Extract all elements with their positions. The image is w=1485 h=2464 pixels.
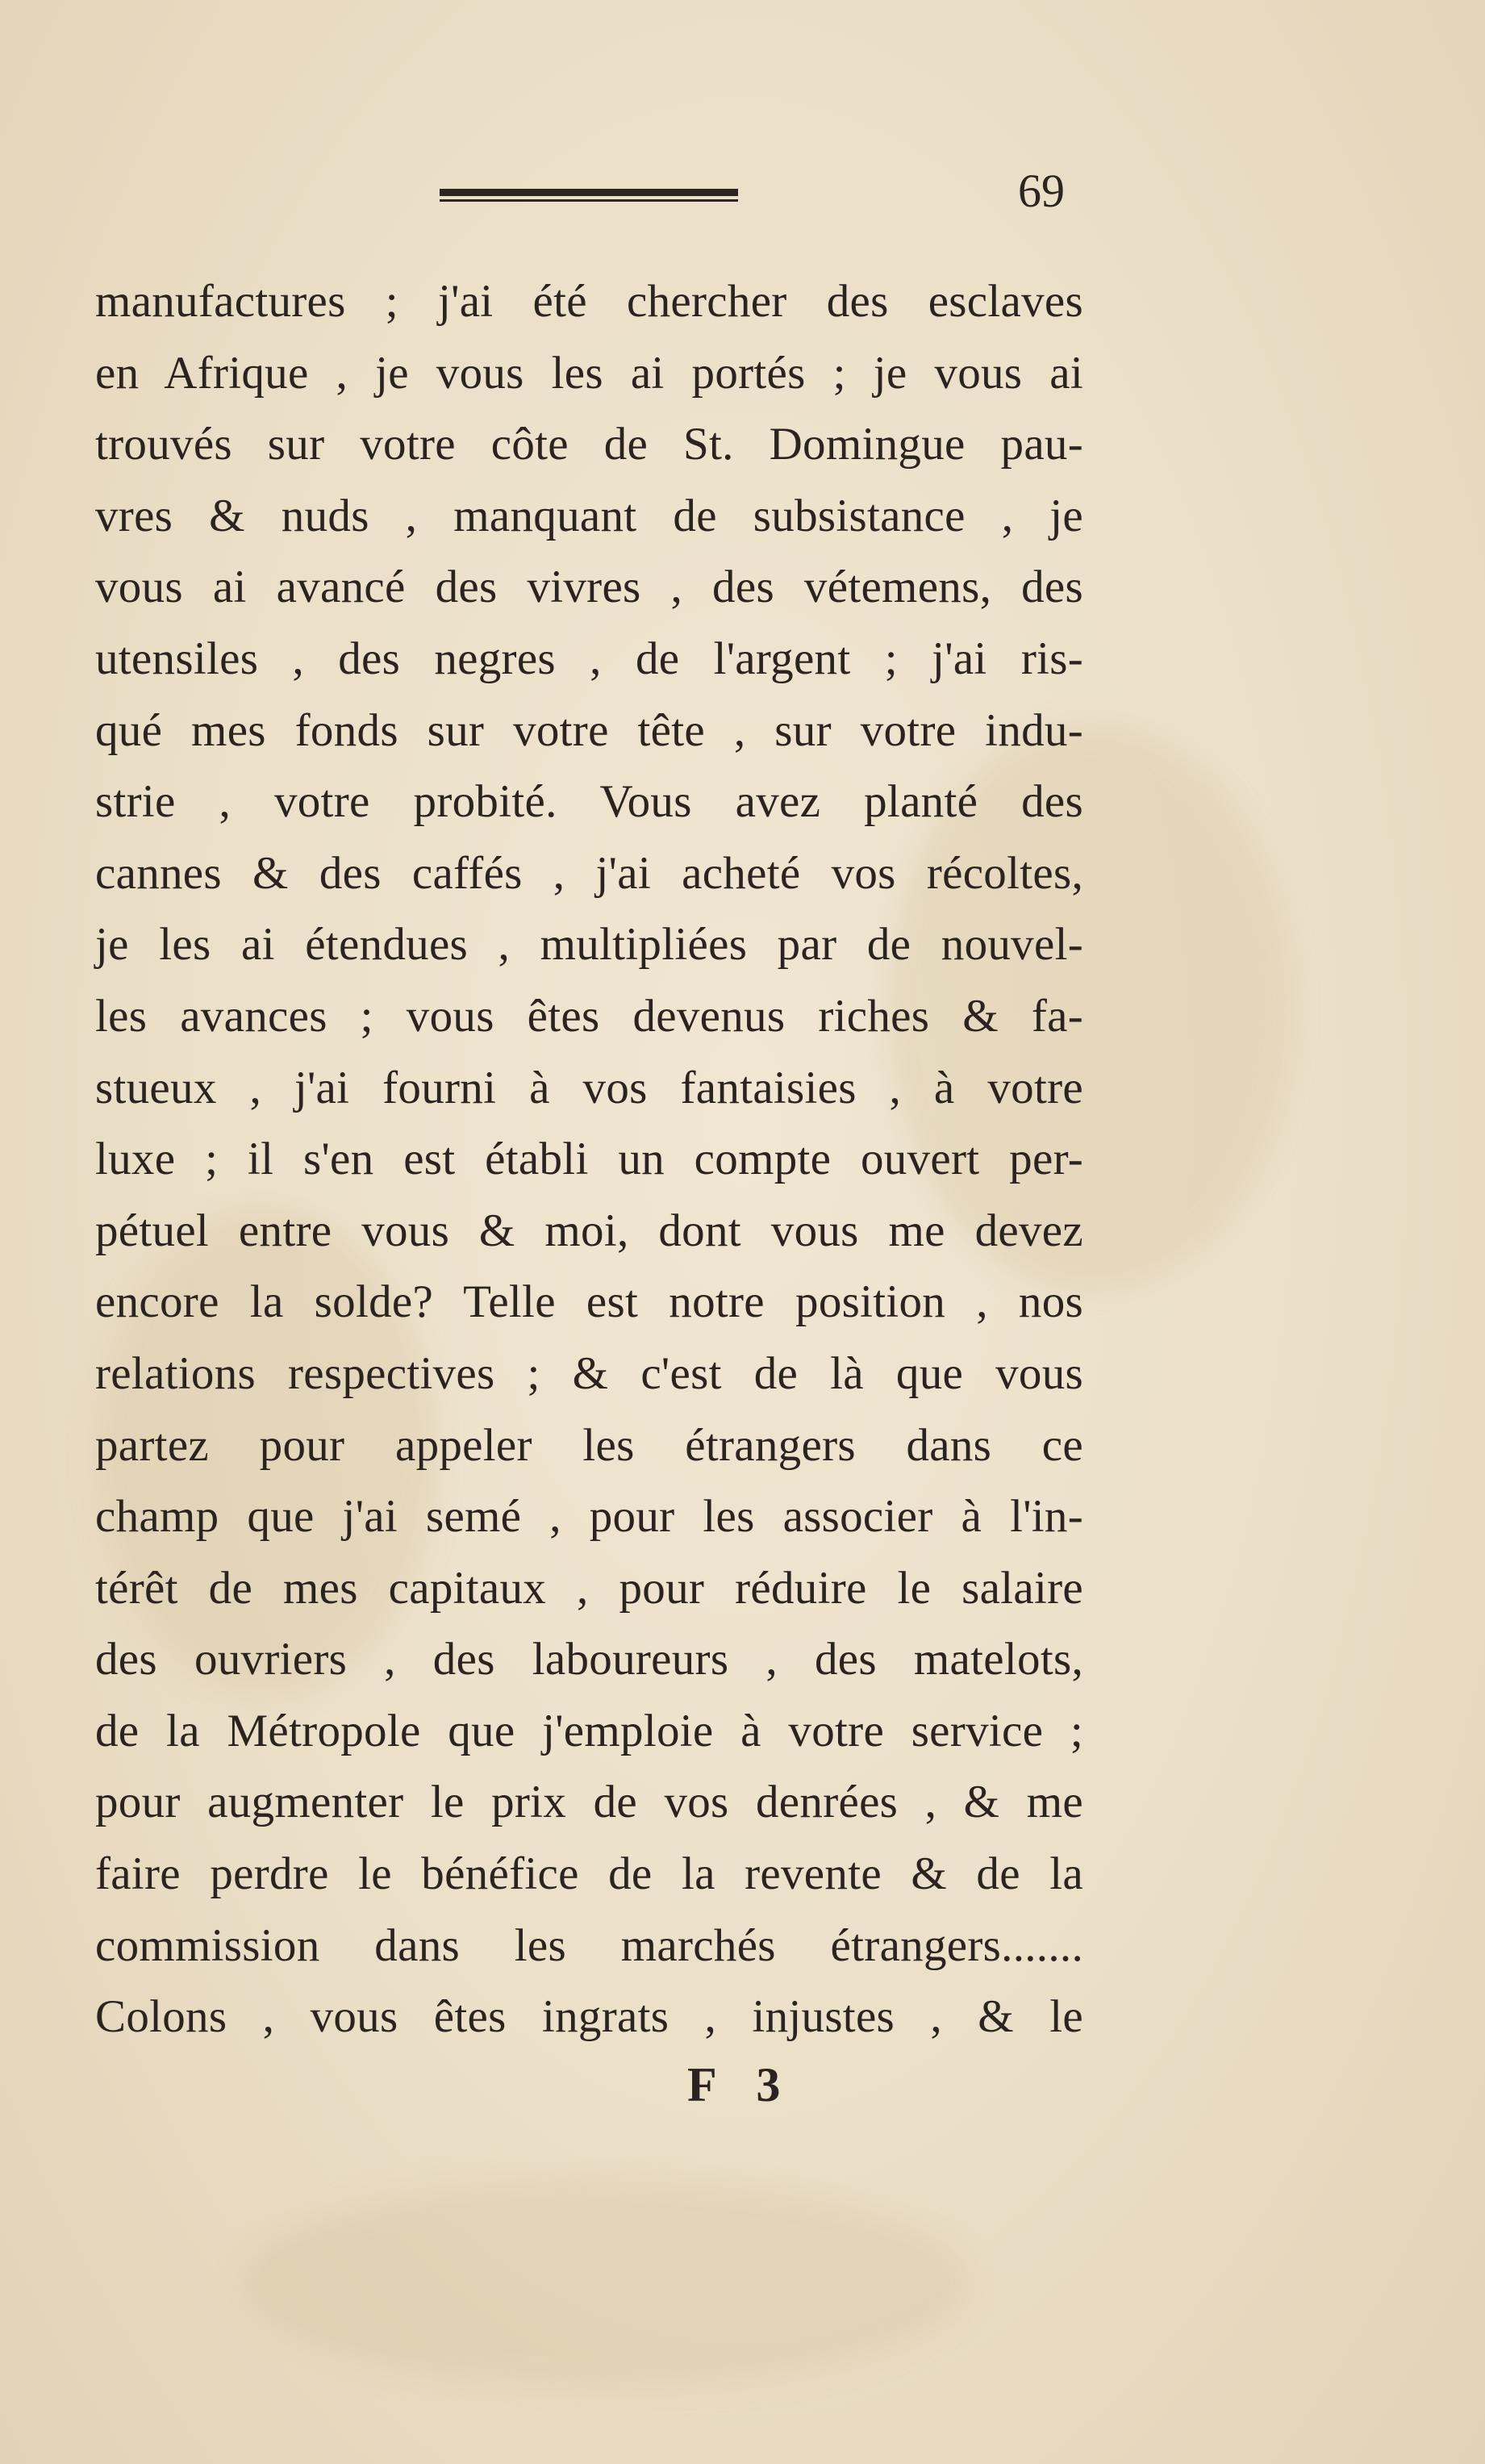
text-line: de la Métropole que j'emploie à votre service ;: [95, 1705, 1083, 1756]
page-number: 69: [1018, 165, 1065, 217]
text-line: Colons , vous êtes ingrats , injustes , & le: [95, 1991, 1083, 2043]
text-line: strie , votre probité. Vous avez planté des: [95, 776, 1083, 828]
text-line: faire perdre le bénéfice de la revente & de la: [95, 1848, 1083, 1900]
text-line: relations respectives ; & c'est de là que vous: [95, 1347, 1083, 1399]
paper-stain: [242, 2178, 968, 2388]
text-line: qué mes fonds sur votre tête , sur votre indu-: [95, 704, 1083, 756]
text-line: commission dans les marchés étrangers.......: [95, 1919, 1083, 1971]
text-line: stueux , j'ai fourni à vos fantaisies , à votre: [95, 1062, 1083, 1113]
text-line: pour augmenter le prix de vos denrées , & me: [95, 1777, 1083, 1828]
text-line: térêt de mes capitaux , pour réduire le salaire: [95, 1562, 1083, 1614]
header-rule: [440, 187, 738, 205]
text-line: en Afrique , je vous les ai portés ; je vous ai: [95, 347, 1083, 399]
text-line: vres & nuds , manquant de subsistance , je: [95, 490, 1083, 541]
text-line: pétuel entre vous & moi, dont vous me devez: [95, 1205, 1083, 1256]
header-rule-thick: [440, 189, 738, 196]
signature-mark: F 3: [687, 2058, 795, 2111]
text-line: partez pour appeler les étrangers dans ce: [95, 1419, 1083, 1471]
text-line: champ que j'ai semé , pour les associer à l'in-: [95, 1491, 1083, 1543]
text-line: je les ai étendues , multipliées par de nouvel-: [95, 919, 1083, 971]
text-line: utensiles , des negres , de l'argent ; j'ai ris-: [95, 633, 1083, 684]
header-rule-thin: [440, 199, 738, 202]
body-text: [95, 266, 1083, 2053]
text-line: vous ai avancé des vivres , des vétemens, des: [95, 562, 1083, 613]
text-line: encore la solde? Telle est notre position , nos: [95, 1276, 1083, 1328]
text-line: manufactures ; j'ai été chercher des esclaves: [95, 276, 1083, 327]
text-line: des ouvriers , des laboureurs , des matelots,: [95, 1634, 1083, 1685]
text-line: les avances ; vous êtes devenus riches & fa-: [95, 990, 1083, 1042]
text-line: cannes & des caffés , j'ai acheté vos récoltes,: [95, 847, 1083, 899]
text-line: trouvés sur votre côte de St. Domingue pau-: [95, 419, 1083, 470]
text-line: luxe ; il s'en est établi un compte ouvert per-: [95, 1134, 1083, 1185]
